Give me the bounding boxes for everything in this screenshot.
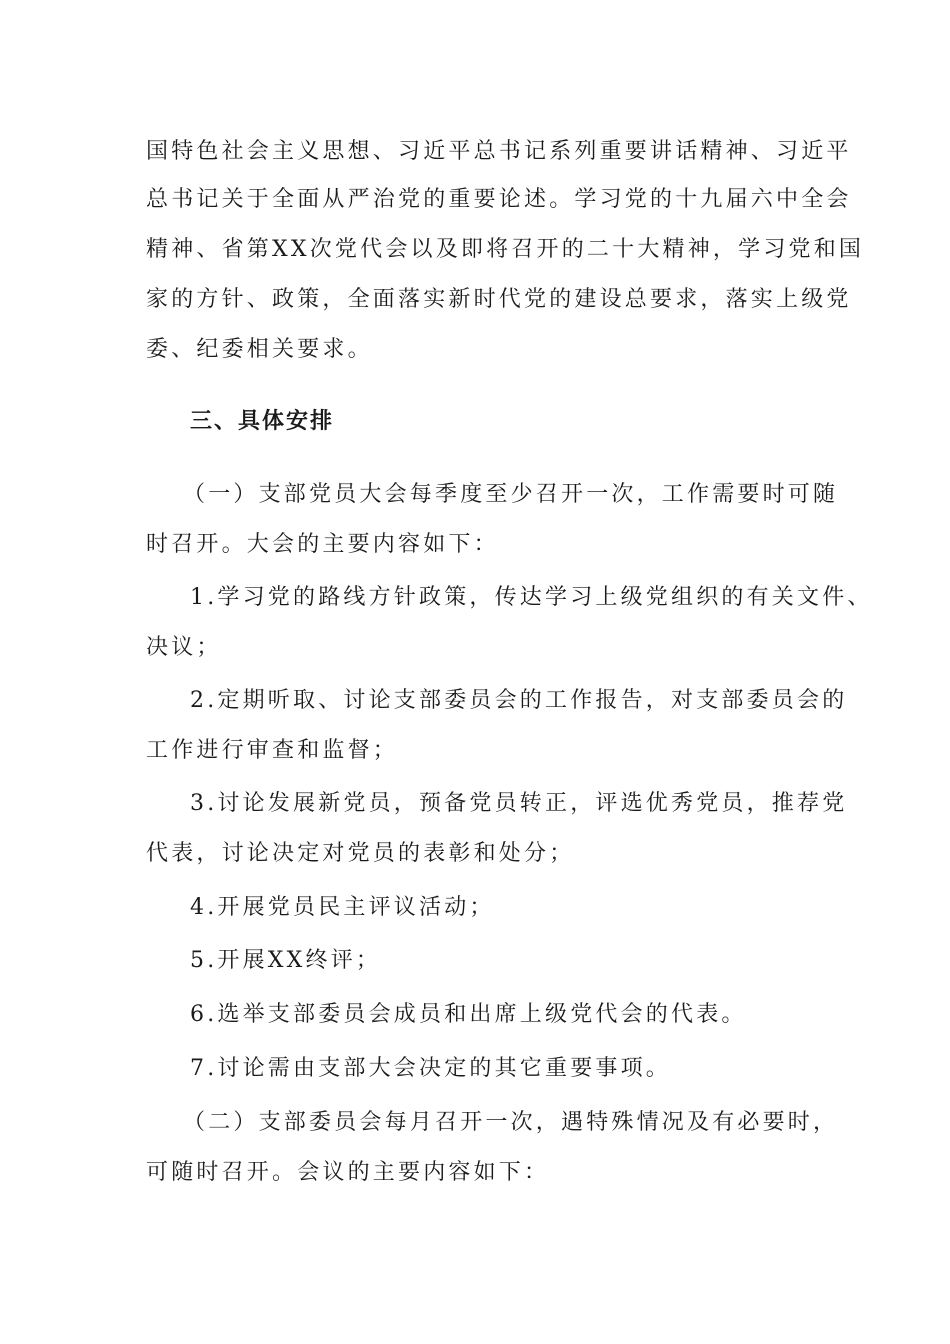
paragraph-line: （二）支部委员会每月召开一次，遇特殊情况及有必要时， — [183, 1110, 839, 1135]
section-heading: 三、具体安排 — [190, 409, 335, 434]
paragraph-line: （一）支部党员大会每季度至少召开一次，工作需要时可随 — [183, 482, 839, 507]
body-text-line: 精神、省第XX次党代会以及即将召开的二十大精神，学习党和国 — [146, 237, 865, 262]
list-item-3-continued: 代表，讨论决定对党员的表彰和处分； — [146, 841, 575, 866]
list-item-7: 7.讨论需由支部大会决定的其它重要事项。 — [190, 1056, 671, 1081]
body-text-line: 总书记关于全面从严治党的重要论述。学习党的十九届六中全会 — [146, 187, 852, 212]
list-item-2: 2.定期听取、讨论支部委员会的工作报告，对支部委员会的 — [190, 688, 848, 713]
list-item-3: 3.讨论发展新党员，预备党员转正，评选优秀党员，推荐党 — [190, 791, 848, 816]
body-text-line: 委、纪委相关要求。 — [146, 337, 373, 362]
list-item-4: 4.开展党员民主评议活动； — [190, 895, 495, 920]
body-text-line: 国特色社会主义思想、习近平总书记系列重要讲话精神、习近平 — [146, 139, 852, 164]
list-item-5: 5.开展XX终评； — [190, 948, 382, 973]
body-text-line: 家的方针、政策，全面落实新时代党的建设总要求，落实上级党 — [146, 287, 852, 312]
list-item-2-continued: 工作进行审查和监督； — [146, 738, 399, 763]
paragraph-line: 时召开。大会的主要内容如下： — [146, 532, 499, 557]
list-item-6: 6.选举支部委员会成员和出席上级党代会的代表。 — [190, 1002, 747, 1027]
paragraph-line: 可随时召开。会议的主要内容如下： — [146, 1160, 550, 1185]
list-item-1: 1.学习党的路线方针政策，传达学习上级党组织的有关文件、 — [190, 585, 873, 610]
list-item-1-continued: 决议； — [146, 635, 222, 660]
